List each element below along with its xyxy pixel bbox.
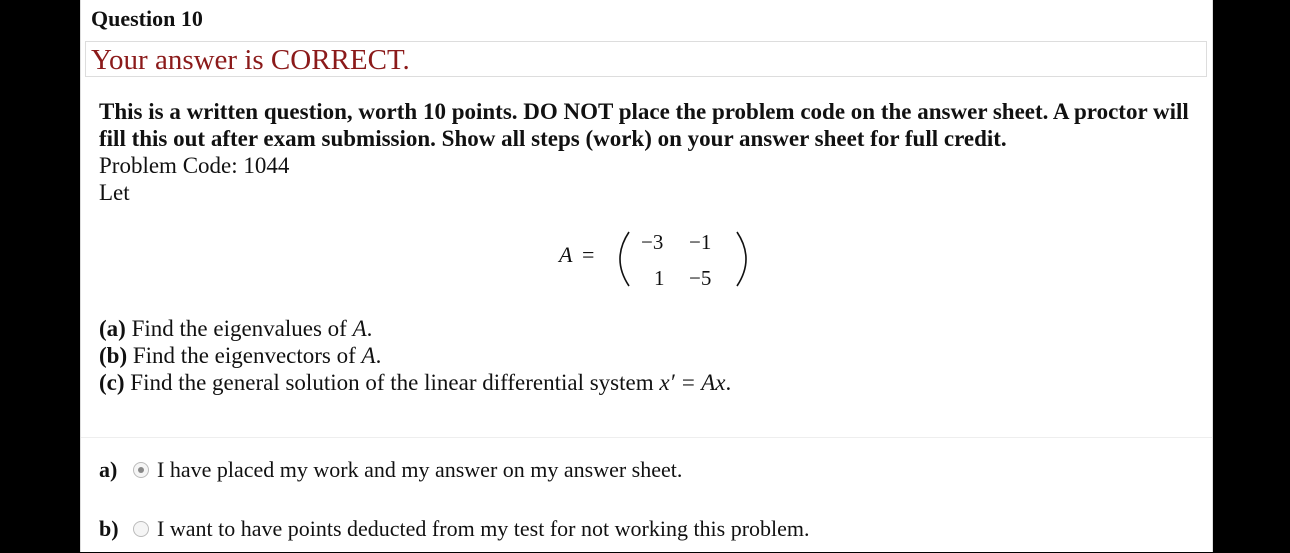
option-letter: a) [99,457,118,482]
question-title: Question 10 [91,6,203,31]
question-prompt [99,98,1199,206]
instructions-text: This is a written question, worth 10 points. DO NOT place the problem code on the answer sheet. A proctor will fill this out after exam submission. Show all steps (work) on your answer sheet for full credit. [99,99,1189,151]
option-label[interactable]: I have placed my work and my answer on my answer sheet. [157,457,683,482]
question-parts [99,315,731,396]
problem-code: Problem Code: 1044 [99,153,290,178]
equals-sign: = [582,242,595,267]
radio-button[interactable] [133,521,149,537]
part-c: (c) Find the general solution of the linear differential system x′ = Ax. [99,370,732,395]
option-letter: b) [99,516,119,541]
part-a: (a) Find the eigenvalues of A. [99,316,373,341]
answer-options [81,437,1212,553]
let-text: Let [99,180,130,205]
question-panel [80,0,1213,552]
matrix-cell-22: −5 [689,266,712,290]
matrix-cell-12: −1 [689,230,712,254]
part-b: (b) Find the eigenvectors of A. [99,343,382,368]
matrix-cell-21: 1 [654,266,665,290]
radio-button-selected[interactable] [133,462,149,478]
answer-status-box [85,41,1207,77]
answer-status-text: Your answer is CORRECT. [91,44,410,76]
matrix-name: A [559,242,573,267]
matrix-equation [559,228,759,288]
option-label[interactable]: I want to have points deducted from my test for not working this problem. [157,516,810,541]
matrix-cell-11: −3 [641,230,664,254]
